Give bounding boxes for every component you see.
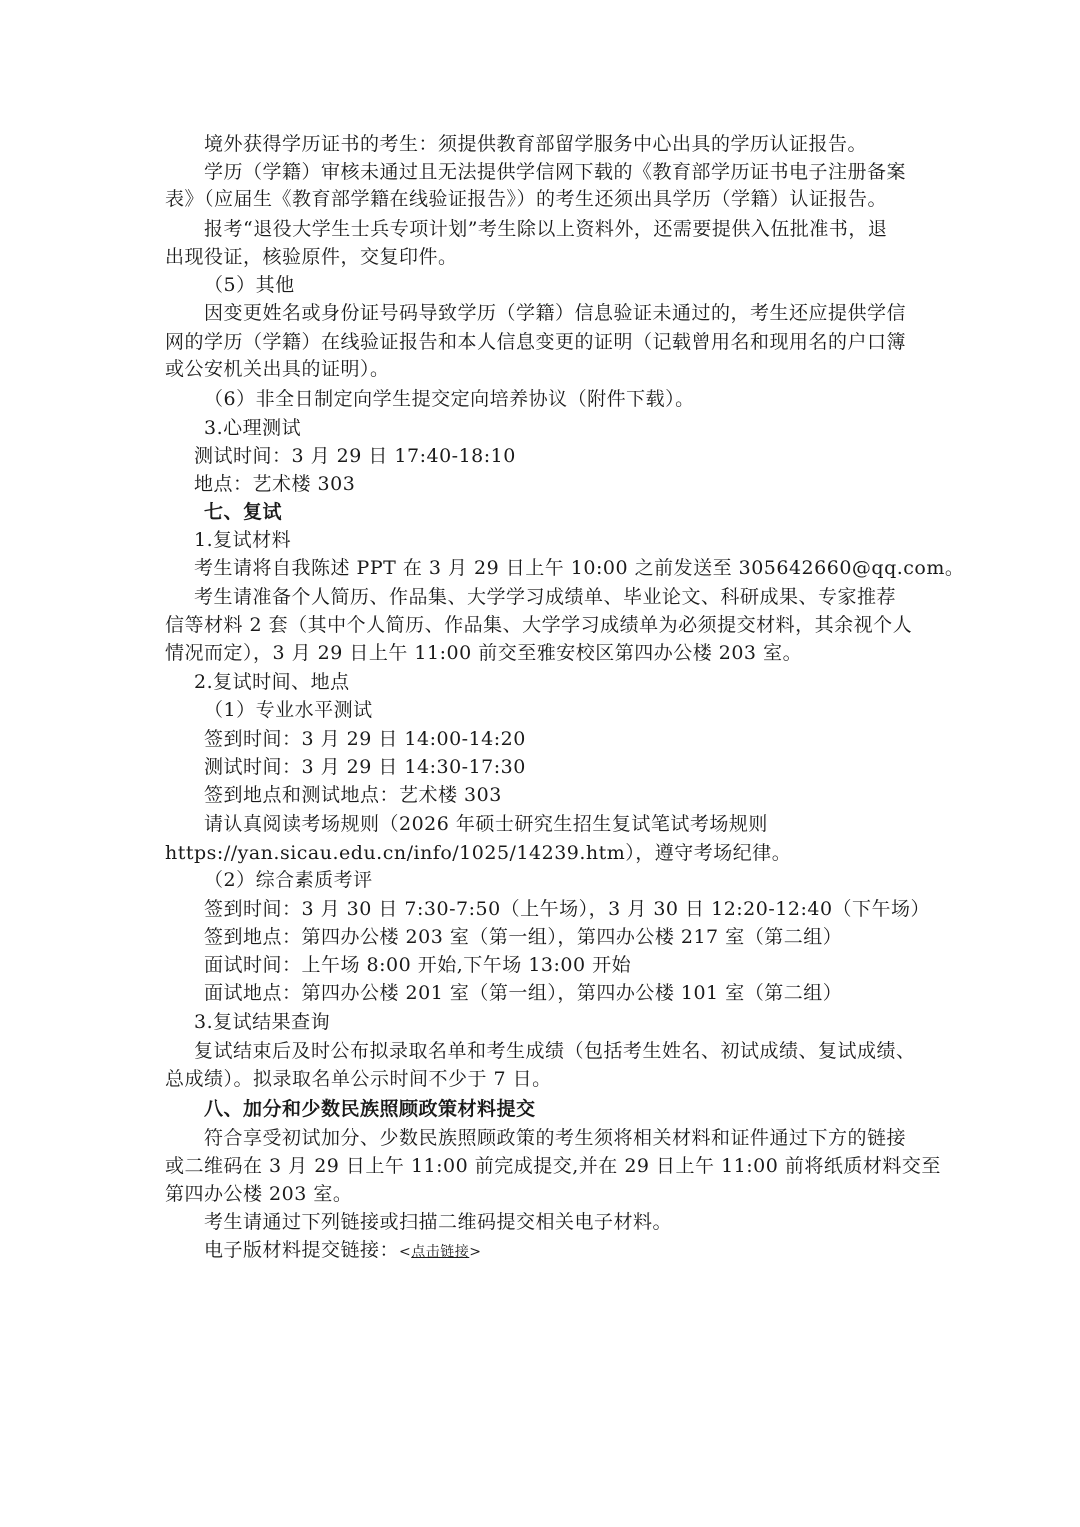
link-open-bracket: < (399, 1244, 412, 1260)
section-7-heading: 七、复试 (204, 501, 283, 523)
submit-link[interactable]: 点击链接 (411, 1244, 470, 1260)
overseas-degree-text: 境外获得学历证书的考生：须提供教育部留学服务中心出具的学历认证报告。 (204, 133, 868, 155)
results-text-cont: 总成绩）。拟录取名单公示时间不少于 7 日。 (165, 1068, 552, 1090)
results-query-heading: 3.复试结果查询 (194, 1011, 331, 1033)
interview-time: 面试时间：上午场 8:00 开始,下午场 13:00 开始 (204, 954, 632, 976)
info-change-text-end: 或公安机关出具的证明）。 (165, 358, 390, 380)
retest-time-place-heading: 2.复试时间、地点 (194, 671, 350, 693)
part-time-agreement-text: （6）非全日制定向学生提交定向培养协议（附件下载）。 (204, 388, 695, 410)
section-8-heading: 八、加分和少数民族照顾政策材料提交 (204, 1098, 536, 1120)
materials-prep-text-end: 情况而定），3 月 29 日上午 11:00 前交至雅安校区第四办公楼 203 室。 (165, 642, 803, 664)
materials-prep-text: 考生请准备个人简历、作品集、大学学习成绩单、毕业论文、科研成果、专家推荐 (194, 586, 897, 608)
exam-rules-url: https://yan.sicau.edu.cn/info/1025/14239.htm），遵守考场纪律。 (165, 842, 792, 864)
psych-test-location: 地点：艺术楼 303 (194, 473, 356, 495)
results-text: 复试结束后及时公布拟录取名单和考生成绩（包括考生姓名、初试成绩、复试成绩、 (194, 1040, 916, 1062)
bonus-policy-text: 符合享受初试加分、少数民族照顾政策的考生须将相关材料和证件通过下方的链接 (204, 1127, 907, 1149)
materials-prep-text-cont: 信等材料 2 套（其中个人简历、作品集、大学学习成绩单为必须提交材料，其余视个人 (165, 614, 913, 636)
other-heading: （5）其他 (204, 274, 295, 296)
info-change-text-cont: 网的学历（学籍）在线验证报告和本人信息变更的证明（记载曾用名和现用名的户口簿 (165, 331, 907, 353)
eval-checkin-location: 签到地点：第四办公楼 203 室（第一组），第四办公楼 217 室（第二组） (204, 926, 843, 948)
submit-link-row (204, 1237, 481, 1263)
info-change-text: 因变更姓名或身份证号码导致学历（学籍）信息验证未通过的，考生还应提供学信 (204, 302, 907, 324)
degree-review-text-cont: 表》（应届生《教育部学籍在线验证报告》）的考生还须出具学历（学籍）认证报告。 (165, 188, 888, 210)
retest-materials-heading: 1.复试材料 (194, 529, 292, 551)
pro-checkin-time: 签到时间：3 月 29 日 14:00-14:20 (204, 728, 526, 750)
psych-test-heading: 3.心理测试 (204, 417, 302, 439)
bonus-policy-text-cont: 或二维码在 3 月 29 日上午 11:00 前完成提交,并在 29 日上午 11:00 前将纸质材料交至 (165, 1155, 941, 1177)
degree-review-text: 学历（学籍）审核未通过且无法提供学信网下载的《教育部学历证书电子注册备案 (204, 161, 907, 183)
professional-test-heading: （1）专业水平测试 (204, 699, 373, 721)
interview-location: 面试地点：第四办公楼 201 室（第一组），第四办公楼 101 室（第二组） (204, 982, 843, 1004)
submit-instruction-text: 考生请通过下列链接或扫描二维码提交相关电子材料。 (204, 1211, 673, 1233)
ppt-submission-text: 考生请将自我陈述 PPT 在 3 月 29 日上午 10:00 之前发送至 305642660@qq.com。 (194, 557, 965, 579)
comprehensive-eval-heading: （2）综合素质考评 (204, 869, 373, 891)
submit-link-label: 电子版材料提交链接： (204, 1239, 400, 1261)
eval-checkin-time: 签到时间：3 月 30 日 7:30-7:50（上午场），3 月 30 日 12:20-12:40（下午场） (204, 898, 931, 920)
link-close-bracket: > (469, 1244, 482, 1260)
exam-rules-text: 请认真阅读考场规则（2026 年硕士研究生招生复试笔试考场规则 (204, 813, 768, 835)
psych-test-time: 测试时间：3 月 29 日 17:40-18:10 (194, 445, 516, 467)
pro-location: 签到地点和测试地点：艺术楼 303 (204, 784, 502, 806)
bonus-policy-text-end: 第四办公楼 203 室。 (165, 1183, 353, 1205)
veteran-plan-text: 报考“退役大学生士兵专项计划”考生除以上资料外，还需要提供入伍批准书，退 (204, 218, 888, 240)
pro-test-time: 测试时间：3 月 29 日 14:30-17:30 (204, 756, 526, 778)
veteran-plan-text-cont: 出现役证，核验原件，交复印件。 (165, 246, 458, 268)
